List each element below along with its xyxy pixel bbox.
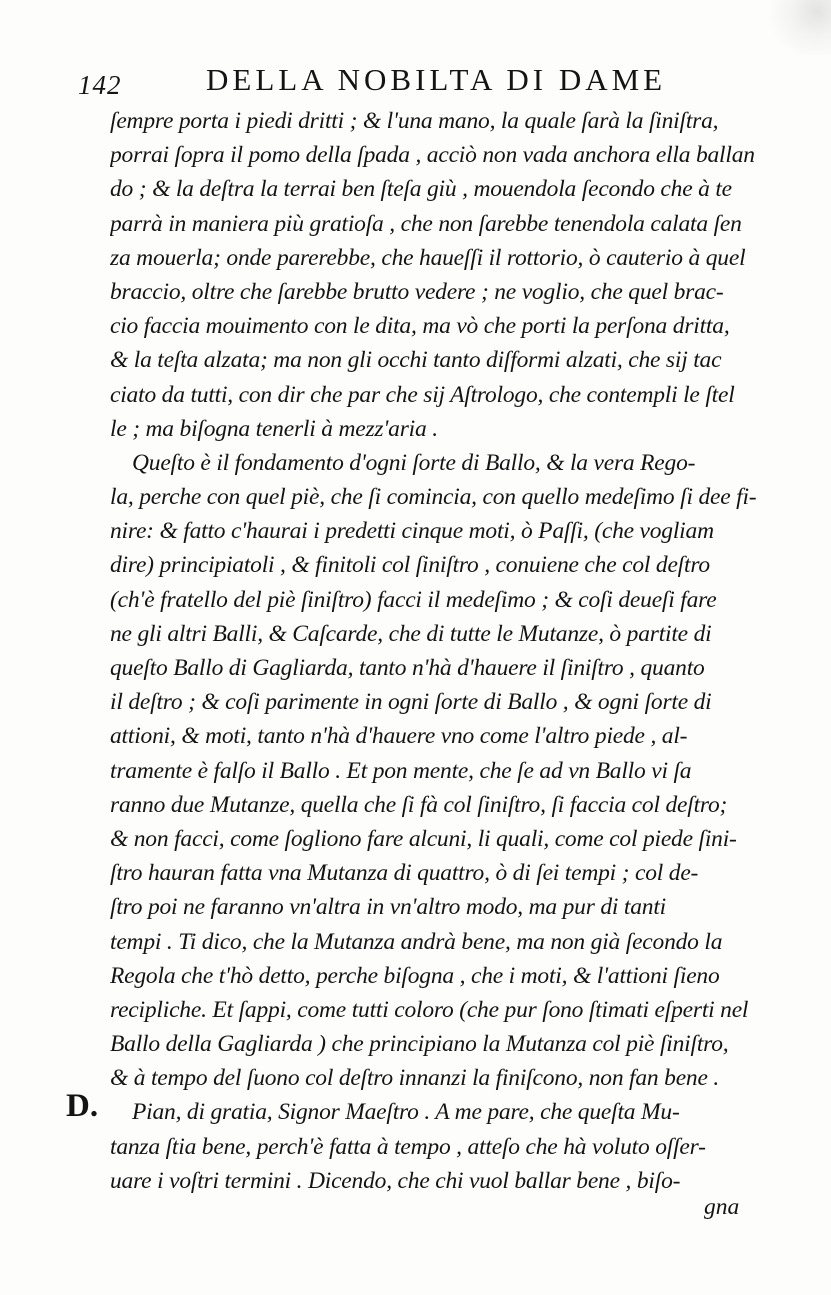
paragraph-start-line: Queſto è il fondamento d'ogni ſorte di Ballo, & la vera Rego- bbox=[132, 449, 696, 476]
text-line: & la teſta alzata; ma non gli occhi tanto diſformi alzati, che sij tac bbox=[110, 347, 722, 374]
text-line: la, perche con quel piè, che ſi comincia, con quello medeſimo ſi dee fi- bbox=[110, 484, 757, 511]
text-line: ſtro hauran fatta vna Mutanza di quattro, ò di ſei tempi ; col de- bbox=[110, 860, 699, 887]
text-line: nire: & fatto c'haurai i predetti cinque moti, ò Paſſi, (che vogliam bbox=[110, 518, 714, 545]
text-line: tanza ſtia bene, perch'è fatta à tempo , atteſo che hà voluto oſſer- bbox=[110, 1133, 706, 1160]
text-line: tramente è falſo il Ballo . Et pon mente, che ſe ad vn Ballo vi ſa bbox=[110, 757, 692, 784]
text-line: braccio, oltre che ſarebbe brutto vedere ; ne voglio, che quel brac- bbox=[110, 278, 724, 305]
text-line: queſto Ballo di Gagliarda, tanto n'hà d'hauere il ſiniſtro , quanto bbox=[110, 655, 705, 681]
page-header bbox=[78, 62, 758, 102]
text-line: porrai ſopra il pomo della ſpada , acciò non vada anchora ella ballan bbox=[110, 142, 755, 169]
text-line: & à tempo del ſuono col deſtro innanzi la finiſcono, non fan bene . bbox=[110, 1065, 720, 1092]
text-line: uare i voſtri termini . Dicendo, che chi vuol ballar bene , biſo- bbox=[110, 1167, 681, 1194]
text-line: Regola che t'hò detto, perche biſogna , che i moti, & l'attioni ſieno bbox=[110, 962, 720, 989]
speaker-mark: D. bbox=[66, 1088, 99, 1124]
page-number: 142 bbox=[78, 70, 122, 100]
text-line: Ballo della Gagliarda ) che principiano la Mutanza col piè ſiniſtro, bbox=[110, 1031, 729, 1058]
text-line: cio faccia mouimento con le dita, ma vò che porti la perſona dritta, bbox=[110, 313, 730, 340]
text-line: il deſtro ; & coſi parimente in ogni ſorte di Ballo , & ogni ſorte di bbox=[110, 689, 712, 716]
catchword: gna bbox=[704, 1194, 740, 1220]
text-line: ſtro poi ne faranno vn'altra in vn'altro modo, ma pur di tanti bbox=[110, 894, 666, 921]
text-line: & non facci, come ſogliono fare alcuni, li quali, come col piede ſini- bbox=[110, 825, 737, 852]
text-line: parrà in maniera più gratioſa , che non ſarebbe tenendola calata ſen bbox=[110, 210, 742, 237]
text-line: ſempre porta i piedi dritti ; & l'una mano, la quale ſarà la ſiniſtra, bbox=[110, 108, 719, 134]
dialogue-line: Pian, di gratia, Signor Maeſtro . A me pare, che queſta Mu- bbox=[132, 1099, 680, 1126]
text-line: recipliche. Et ſappi, come tutti coloro (che pur ſono ſtimati eſperti nel bbox=[110, 996, 749, 1023]
text-line: dire) principiatoli , & finitoli col ſiniſtro , conuiene che col deſtro bbox=[110, 552, 710, 579]
text-line: attioni, & moti, tanto n'hà d'hauere vno come l'altro piede , al- bbox=[110, 723, 688, 750]
text-line: ranno due Mutanze, quella che ſi fà col ſiniſtro, ſi faccia col deſtro; bbox=[110, 791, 728, 818]
text-line: tempi . Ti dico, che la Mutanza andrà bene, ma non già ſecondo la bbox=[110, 928, 723, 955]
text-line: ciato da tutti, con dir che par che sij Aſtrologo, che contempli le ſtel bbox=[110, 381, 735, 408]
text-line: (ch'è fratello del piè ſiniſtro) facci il medeſimo ; & coſi deueſi fare bbox=[110, 586, 717, 613]
body-text bbox=[110, 104, 790, 1198]
running-title: DELLA NOBILTA DI DAME bbox=[206, 62, 667, 97]
text-line: za mouerla; onde parerebbe, che haueſſi il rottorio, ò cauterio à quel bbox=[110, 244, 746, 271]
text-line: do ; & la deſtra la terrai ben ſteſa giù , mouendola ſecondo che à te bbox=[110, 176, 732, 203]
scan-artifact bbox=[761, 0, 831, 55]
text-line: le ; ma biſogna tenerli à mezz'aria . bbox=[110, 415, 438, 442]
text-line: ne gli altri Balli, & Caſcarde, che di tutte le Mutanze, ò partite di bbox=[110, 620, 712, 647]
